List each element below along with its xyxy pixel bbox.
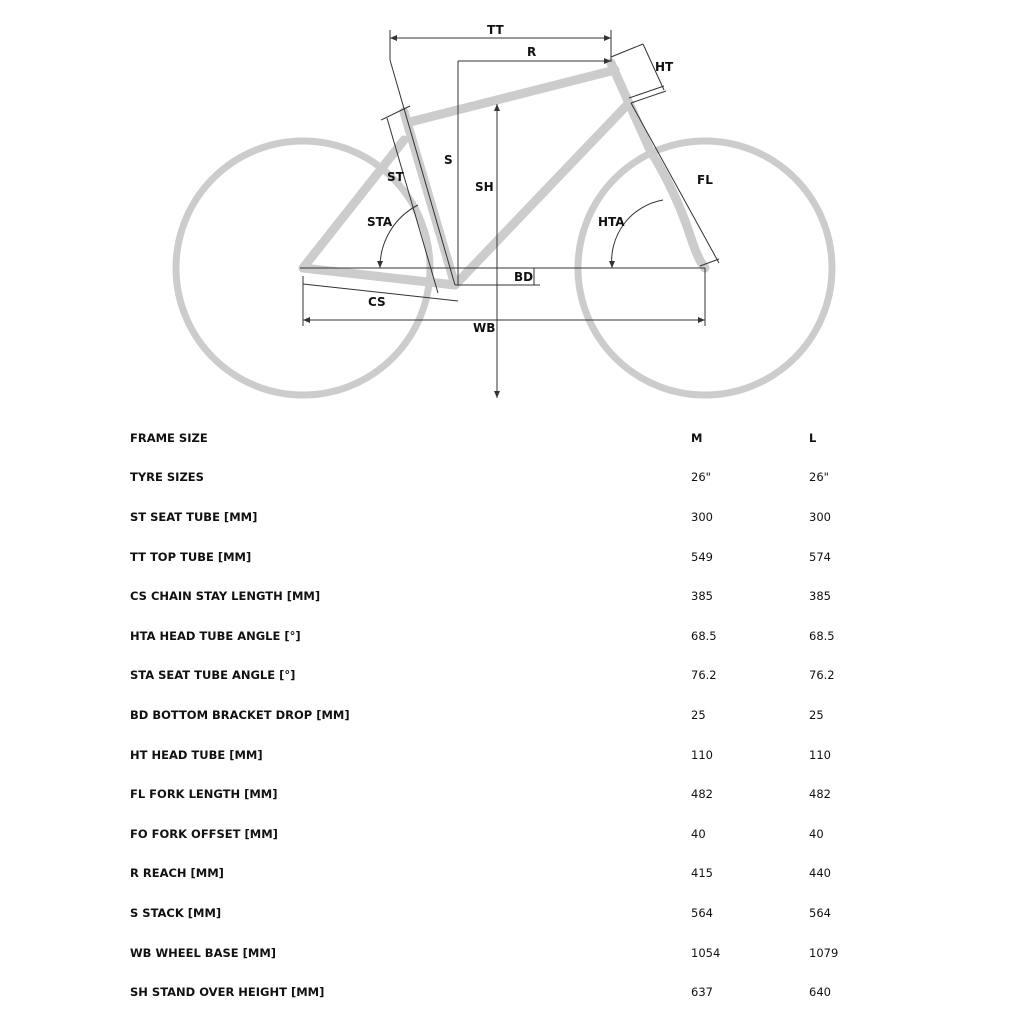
row-value-l: 68.5	[809, 628, 835, 643]
row-label: HT HEAD TUBE [MM]	[130, 747, 263, 762]
label-cs: CS	[368, 295, 386, 309]
label-sh: SH	[475, 180, 494, 194]
row-value-l: 25	[809, 707, 824, 722]
label-st: ST	[387, 170, 404, 184]
label-hta: HTA	[598, 215, 625, 229]
head-tube	[611, 63, 632, 110]
arrowheads	[303, 35, 705, 398]
row-label: R REACH [MM]	[130, 866, 224, 881]
dimension-lines	[300, 30, 719, 398]
label-ht: HT	[655, 60, 674, 74]
row-label: BD BOTTOM BRACKET DROP [MM]	[130, 707, 350, 722]
label-bd: BD	[514, 270, 534, 284]
row-label: TYRE SIZES	[130, 470, 204, 485]
row-value-m: 40	[691, 826, 706, 841]
row-value-l: 76.2	[809, 668, 835, 683]
row-value-l: 574	[809, 549, 831, 564]
row-value-l: 1079	[809, 945, 839, 960]
row-value-l: 26"	[809, 470, 829, 485]
table-header-row	[130, 418, 890, 458]
table-row	[130, 774, 890, 814]
table-row	[130, 537, 890, 577]
top-tube	[410, 70, 615, 122]
table-row	[130, 616, 890, 656]
row-label: WB WHEEL BASE [MM]	[130, 945, 277, 960]
row-value-l: 640	[809, 985, 831, 1000]
row-value-l: 440	[809, 866, 831, 881]
row-value-m: 415	[691, 866, 713, 881]
row-value-l: 40	[809, 826, 824, 841]
table-row	[130, 458, 890, 498]
table-row	[130, 972, 890, 1012]
row-label: SH STAND OVER HEIGHT [MM]	[130, 985, 325, 1000]
label-fl: FL	[697, 173, 713, 187]
label-r: R	[527, 45, 537, 59]
row-value-m: 68.5	[691, 628, 717, 643]
header-size-m: M	[691, 430, 703, 445]
hta-arc	[612, 200, 663, 268]
table-row	[130, 893, 890, 933]
frame	[303, 63, 705, 285]
table-row	[130, 576, 890, 616]
row-label: HTA HEAD TUBE ANGLE [°]	[130, 628, 301, 643]
row-label: S STACK [MM]	[130, 905, 222, 920]
row-value-m: 385	[691, 589, 713, 604]
row-label: TT TOP TUBE [MM]	[130, 549, 252, 564]
header-size-l: L	[809, 430, 817, 445]
ht-dimension	[611, 44, 643, 57]
seat-stay	[303, 140, 404, 268]
header-frame-size: FRAME SIZE	[130, 430, 208, 445]
row-value-m: 637	[691, 985, 713, 1000]
row-label: ST SEAT TUBE [MM]	[130, 509, 258, 524]
table-row	[130, 497, 890, 537]
row-label: CS CHAIN STAY LENGTH [MM]	[130, 589, 321, 604]
row-label: FL FORK LENGTH [MM]	[130, 787, 278, 802]
fork	[632, 110, 705, 268]
label-sta: STA	[367, 215, 393, 229]
table-row	[130, 656, 890, 696]
row-value-m: 25	[691, 707, 706, 722]
row-value-m: 564	[691, 905, 713, 920]
table-row	[130, 933, 890, 973]
row-value-m: 549	[691, 549, 713, 564]
table-row	[130, 814, 890, 854]
table-row	[130, 695, 890, 735]
row-label: STA SEAT TUBE ANGLE [°]	[130, 668, 296, 683]
row-value-m: 300	[691, 509, 713, 524]
label-wb: WB	[473, 321, 496, 335]
row-value-l: 300	[809, 509, 831, 524]
geometry-table	[130, 418, 890, 1012]
row-value-m: 1054	[691, 945, 721, 960]
table-row	[130, 735, 890, 775]
bike-geometry-diagram	[0, 0, 1024, 410]
row-value-l: 385	[809, 589, 831, 604]
row-value-m: 76.2	[691, 668, 717, 683]
label-s: S	[444, 153, 453, 167]
row-label: FO FORK OFFSET [MM]	[130, 826, 278, 841]
row-value-m: 26"	[691, 470, 711, 485]
row-value-l: 110	[809, 747, 831, 762]
row-value-l: 482	[809, 787, 831, 802]
row-value-l: 564	[809, 905, 831, 920]
row-value-m: 110	[691, 747, 713, 762]
table-row	[130, 854, 890, 894]
label-tt: TT	[487, 23, 504, 37]
row-value-m: 482	[691, 787, 713, 802]
